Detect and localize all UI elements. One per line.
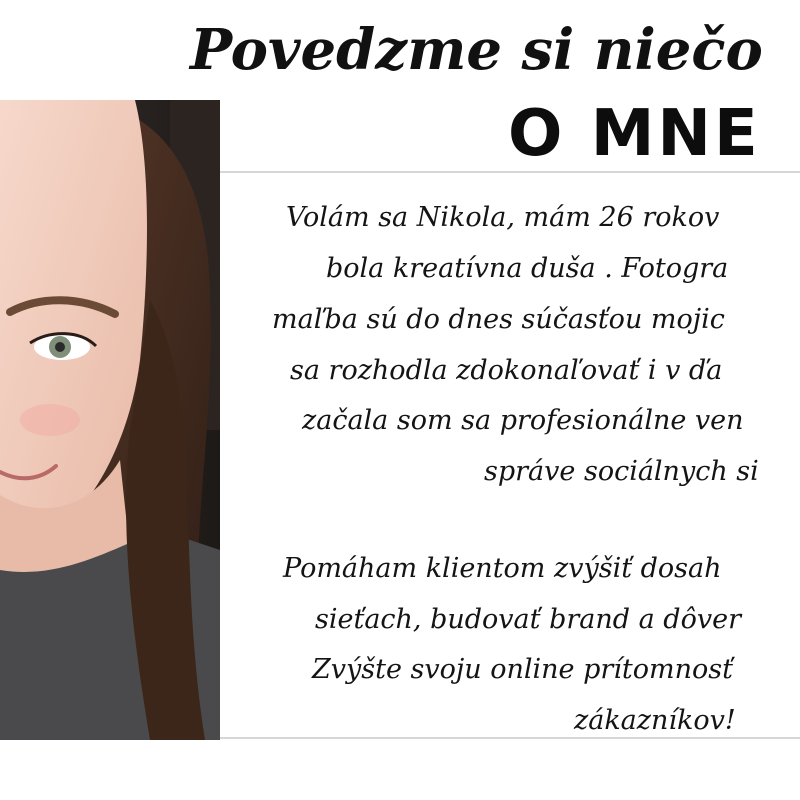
- about-line: začala som sa profesionálne ven: [302, 405, 744, 436]
- heading-script-title: Povedzme si niečo: [190, 17, 763, 83]
- about-line: maľba sú do dnes súčasťou mojic: [272, 304, 725, 335]
- about-line: sa rozhodla zdokonaľovať i v ďa: [290, 355, 723, 386]
- about-line: bola kreatívna duša . Fotogra: [326, 253, 729, 284]
- top-divider: [220, 171, 800, 173]
- about-line: Volám sa Nikola, mám 26 rokov: [286, 202, 720, 233]
- about-line: Zvýšte svoju online prítomnosť: [312, 654, 733, 685]
- about-line: správe sociálnych si: [484, 456, 759, 487]
- about-line: Pomáham klientom zvýšiť dosah: [283, 553, 722, 584]
- about-line: sieťach, budovať brand a dôver: [315, 604, 741, 635]
- portrait-illustration: [0, 100, 220, 740]
- about-line: zákazníkov!: [574, 705, 736, 736]
- portrait-photo: [0, 100, 220, 740]
- heading-bold-title: O MNE: [508, 97, 761, 171]
- bottom-divider: [220, 737, 800, 739]
